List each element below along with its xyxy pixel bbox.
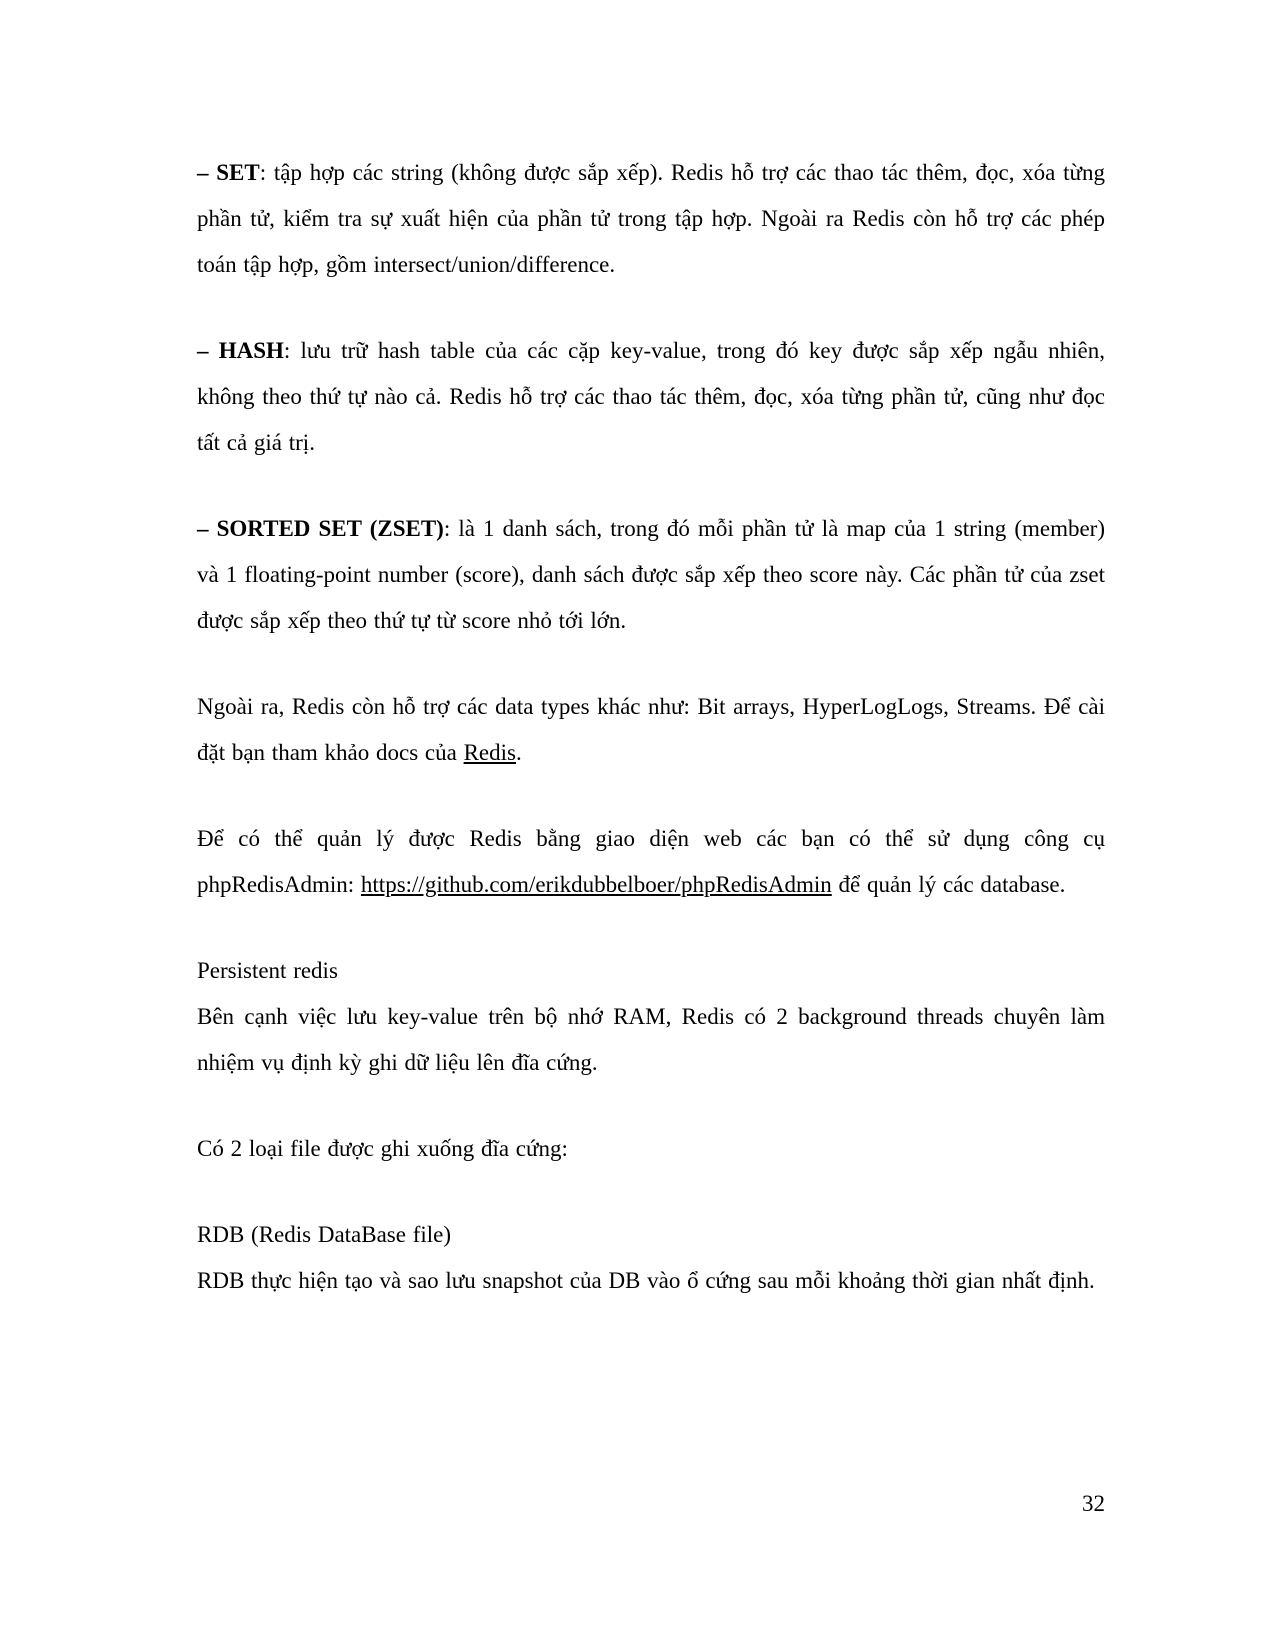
paragraph bbox=[197, 1126, 1105, 1172]
paragraph bbox=[197, 150, 1105, 288]
text-run: Ngoài ra, Redis còn hỗ trợ các data types khác như: Bit arrays, HyperLogLogs, Streams. Để cài đặt bạn tham khảo docs của bbox=[197, 694, 1105, 765]
text-run: để quản lý các database. bbox=[831, 872, 1066, 897]
paragraph bbox=[197, 994, 1105, 1086]
text-run: – HASH bbox=[197, 338, 284, 363]
paragraph bbox=[197, 328, 1105, 466]
text-run: – SET bbox=[197, 160, 260, 185]
page-number: 32 bbox=[1082, 1491, 1105, 1516]
text-run: Bên cạnh việc lưu key-value trên bộ nhớ RAM, Redis có 2 background threads chuyên làm nhiệm vụ định kỳ ghi dữ liệu lên đĩa cứng. bbox=[197, 1004, 1105, 1075]
link[interactable]: https://github.com/erikdubbelboer/phpRedisAdmin bbox=[360, 872, 832, 897]
text-run: RDB (Redis DataBase file) bbox=[197, 1222, 452, 1247]
link[interactable]: Redis bbox=[463, 740, 516, 765]
text-run: Có 2 loại file được ghi xuống đĩa cứng: bbox=[197, 1136, 568, 1161]
text-run: : lưu trữ hash table của các cặp key-value, trong đó key được sắp xếp ngẫu nhiên, không theo thứ tự nào cả. Redis hỗ trợ các thao tác thêm, đọc, xóa từng phần tử, cũng như đọc tất cả giá trị. bbox=[197, 338, 1105, 455]
text-run: Để có thể quản lý được Redis bằng giao diện web các bạn có thể sử dụng công cụ phpRedisAdmin: bbox=[197, 826, 1105, 897]
text-run: . bbox=[515, 740, 522, 765]
paragraph bbox=[197, 1258, 1105, 1304]
paragraph bbox=[197, 684, 1105, 776]
paragraph bbox=[197, 816, 1105, 908]
paragraph bbox=[197, 506, 1105, 644]
text-run: : tập hợp các string (không được sắp xếp). Redis hỗ trợ các thao tác thêm, đọc, xóa từng phần tử, kiểm tra sự xuất hiện của phần tử trong tập hợp. Ngoài ra Redis còn hỗ trợ các phép toán tập hợp, gồm intersect/union/difference. bbox=[197, 160, 1105, 277]
text-run: – SORTED SET (ZSET) bbox=[197, 516, 444, 541]
text-run: Persistent redis bbox=[197, 958, 338, 983]
text-run: RDB thực hiện tạo và sao lưu snapshot của DB vào ổ cứng sau mỗi khoảng thời gian nhất định. bbox=[197, 1268, 1095, 1293]
paragraph bbox=[197, 1212, 1105, 1258]
text-run: : là 1 danh sách, trong đó mỗi phần tử là map của 1 string (member) và 1 floating-point number (score), danh sách được sắp xếp theo score này. Các phần tử của zset được sắp xếp theo thứ tự từ score nhỏ tới lớn. bbox=[197, 516, 1106, 633]
document-body bbox=[197, 150, 1105, 1344]
paragraph bbox=[197, 948, 1105, 994]
